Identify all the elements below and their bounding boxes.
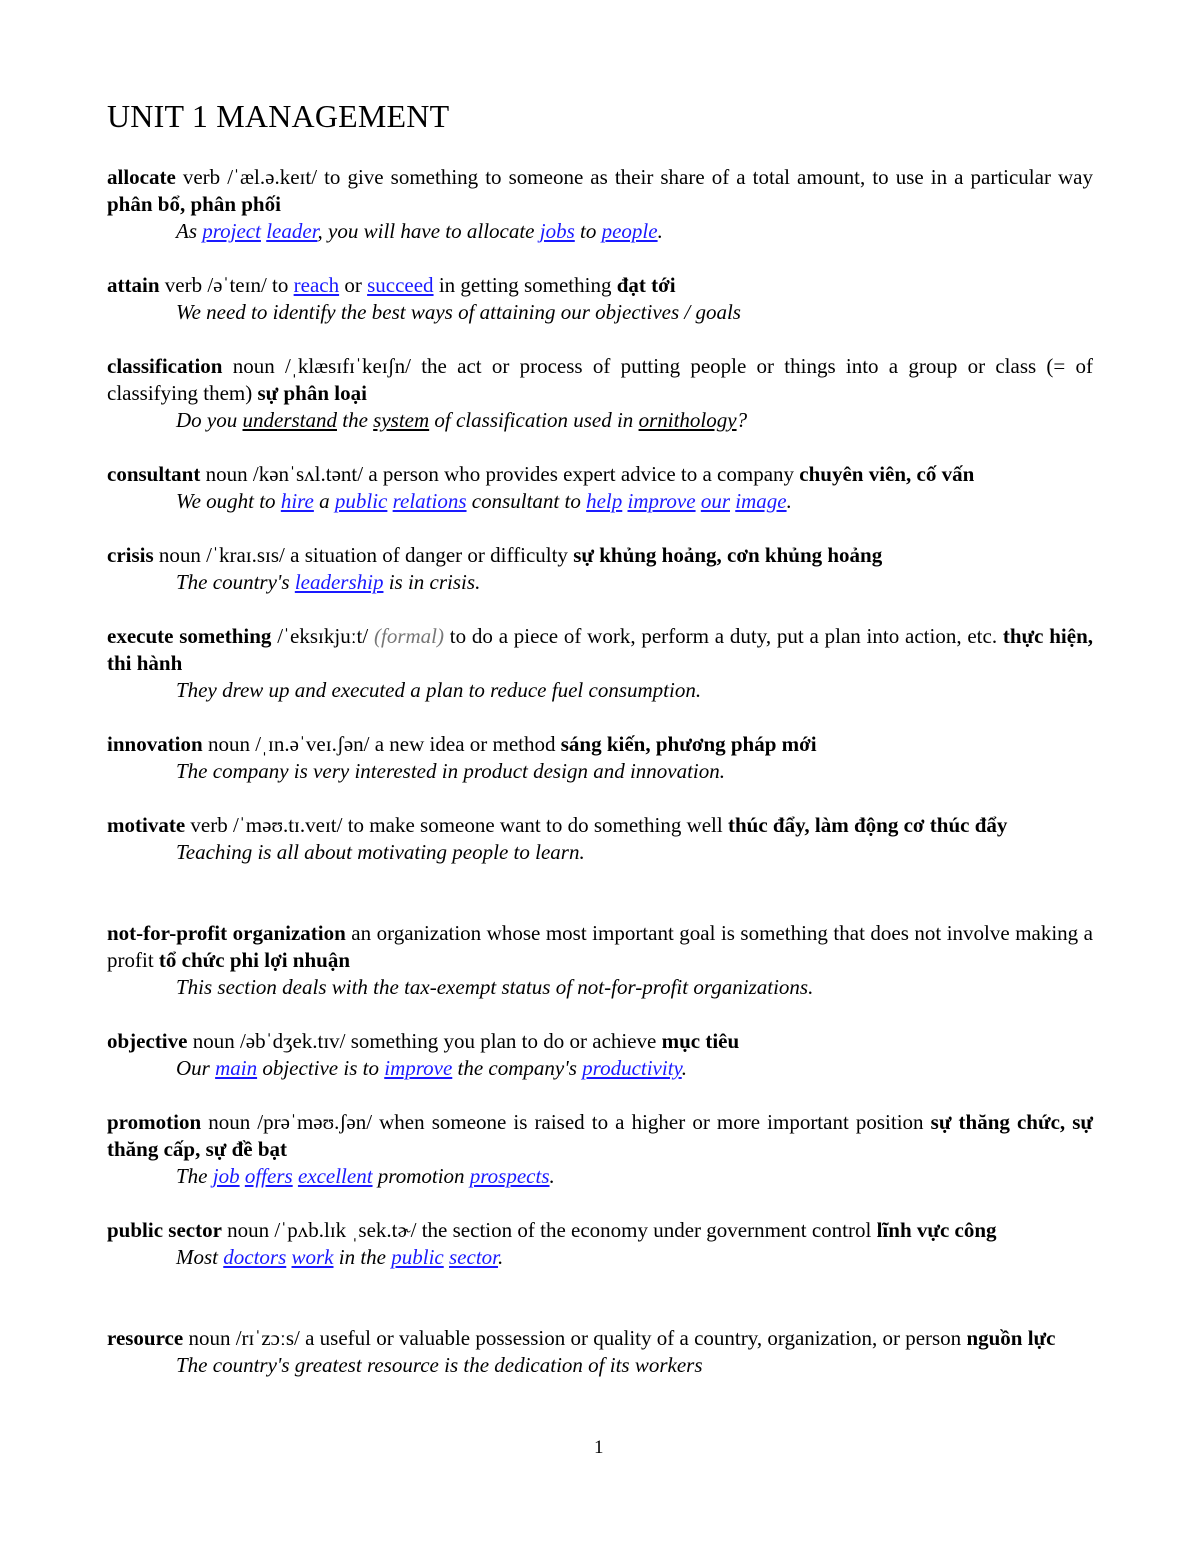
entry-definition bbox=[107, 731, 1093, 758]
vietnamese-translation: sự khủng hoảng, cơn khủng hoảng bbox=[573, 543, 883, 567]
vietnamese-translation: thực hiện, thi hành bbox=[107, 624, 1094, 675]
dictionary-link[interactable]: hire bbox=[280, 489, 314, 513]
dictionary-link[interactable]: image bbox=[735, 489, 787, 513]
dictionary-link[interactable]: leader bbox=[266, 219, 318, 243]
example-sentence bbox=[176, 299, 1093, 326]
definition-text: verb /ˈməʊ.tɪ.veɪt/ to make someone want to do something well bbox=[185, 813, 728, 837]
example-text: in the bbox=[333, 1245, 392, 1269]
dictionary-link[interactable]: improve bbox=[627, 489, 696, 513]
example-text: The country's bbox=[176, 570, 295, 594]
example-sentence bbox=[176, 758, 1093, 785]
dictionary-link[interactable]: excellent bbox=[297, 1164, 373, 1188]
glossary-entry bbox=[107, 731, 1093, 785]
example-text: As bbox=[176, 219, 203, 243]
dictionary-link[interactable]: sector bbox=[449, 1245, 498, 1269]
example-text: We ought to bbox=[176, 489, 281, 513]
glossary-entry bbox=[107, 1109, 1093, 1190]
vietnamese-translation: sự thăng chức, sự thăng cấp, sự đề bạt bbox=[107, 1110, 1093, 1161]
entry-headword: execute something bbox=[107, 624, 272, 648]
definition-text: noun /prəˈməʊ.ʃən/ when someone is raised to a higher or more important position bbox=[201, 1110, 931, 1134]
entry-definition bbox=[107, 353, 1093, 407]
definition-text: noun /əbˈdʒek.tɪv/ something you plan to do or achieve bbox=[187, 1029, 662, 1053]
example-text: ? bbox=[736, 408, 748, 432]
example-text: to bbox=[574, 219, 602, 243]
glossary-entry bbox=[107, 1217, 1093, 1271]
example-text: We need to identify the best ways of attaining our objectives / goals bbox=[176, 300, 741, 324]
example-text: This section deals with the tax-exempt status of not-for-profit organizations. bbox=[176, 975, 814, 999]
glossary-entry bbox=[107, 920, 1093, 1001]
entry-headword: crisis bbox=[107, 543, 154, 567]
entry-definition bbox=[107, 272, 1093, 299]
example-text: understand bbox=[242, 408, 337, 432]
example-text: Do you bbox=[176, 408, 243, 432]
dictionary-link[interactable]: help bbox=[586, 489, 623, 513]
dictionary-link[interactable]: succeed bbox=[367, 273, 434, 297]
definition-text: (formal) bbox=[374, 624, 444, 648]
definition-text: /ˈeksɪkjuːt/ bbox=[271, 624, 374, 648]
example-sentence bbox=[176, 1244, 1093, 1271]
example-sentence bbox=[176, 839, 1093, 866]
entry-definition bbox=[107, 812, 1093, 839]
dictionary-link[interactable]: productivity bbox=[582, 1056, 682, 1080]
example-sentence bbox=[176, 1055, 1093, 1082]
entry-definition bbox=[107, 542, 1093, 569]
definition-text: noun /ˈkraɪ.sɪs/ a situation of danger or difficulty bbox=[153, 543, 574, 567]
entry-headword: objective bbox=[107, 1029, 188, 1053]
page-title: UNIT 1 MANAGEMENT bbox=[107, 98, 450, 134]
definition-text: an organization whose most important goal is something that does not involve making a profit bbox=[107, 921, 1093, 972]
definition-text: to do a piece of work, perform a duty, put a plan into action, etc. bbox=[444, 624, 1003, 648]
entry-definition bbox=[107, 1109, 1093, 1163]
glossary-entry bbox=[107, 812, 1093, 866]
example-text: objective is to bbox=[257, 1056, 385, 1080]
dictionary-link[interactable]: doctors bbox=[223, 1245, 287, 1269]
example-text: The bbox=[176, 1164, 213, 1188]
entry-headword: attain bbox=[107, 273, 160, 297]
definition-text: noun /kənˈsʌl.tənt/ a person who provides expert advice to a company bbox=[200, 462, 800, 486]
example-text: . bbox=[681, 1056, 687, 1080]
dictionary-link[interactable]: work bbox=[291, 1245, 334, 1269]
example-text: ornithology bbox=[638, 408, 737, 432]
entry-headword: allocate bbox=[107, 165, 176, 189]
definition-text: or bbox=[339, 273, 368, 297]
entry-definition bbox=[107, 1217, 1093, 1244]
definition-text: noun /ˌklæsɪfɪˈkeɪʃn/ the act or process of putting people or things into a group or class (= of classifying them) bbox=[107, 354, 1093, 405]
definition-text: in getting something bbox=[433, 273, 617, 297]
entry-headword: motivate bbox=[107, 813, 186, 837]
example-text: system bbox=[373, 408, 430, 432]
glossary-entry bbox=[107, 542, 1093, 596]
dictionary-link[interactable]: main bbox=[215, 1056, 258, 1080]
glossary-entry bbox=[107, 623, 1093, 704]
entry-headword: not-for-profit organization bbox=[107, 921, 346, 945]
example-text: Most bbox=[176, 1245, 224, 1269]
example-text: . bbox=[498, 1245, 504, 1269]
glossary-entry bbox=[107, 1325, 1093, 1379]
dictionary-link[interactable]: relations bbox=[392, 489, 467, 513]
glossary-entry bbox=[107, 164, 1093, 245]
vietnamese-translation: lĩnh vực công bbox=[876, 1218, 997, 1242]
vietnamese-translation: đạt tới bbox=[616, 273, 676, 297]
entry-headword: public sector bbox=[107, 1218, 222, 1242]
dictionary-link[interactable]: our bbox=[700, 489, 730, 513]
glossary-entry bbox=[107, 1028, 1093, 1082]
entry-definition bbox=[107, 1028, 1093, 1055]
example-text: of classification used in bbox=[429, 408, 639, 432]
entry-definition bbox=[107, 623, 1093, 677]
dictionary-link[interactable]: jobs bbox=[539, 219, 575, 243]
dictionary-link[interactable]: offers bbox=[244, 1164, 293, 1188]
example-sentence bbox=[176, 218, 1093, 245]
example-text: . bbox=[657, 219, 663, 243]
entry-definition bbox=[107, 920, 1093, 974]
dictionary-link[interactable]: leadership bbox=[294, 570, 384, 594]
dictionary-link[interactable]: public bbox=[334, 489, 388, 513]
page-number: 1 bbox=[594, 1437, 604, 1458]
entry-definition bbox=[107, 1325, 1093, 1352]
dictionary-link[interactable]: job bbox=[212, 1164, 240, 1188]
definition-text: noun /rɪˈzɔːs/ a useful or valuable possession or quality of a country, organization, or person bbox=[183, 1326, 967, 1350]
example-text: , you will have to allocate bbox=[317, 219, 540, 243]
example-text: Teaching is all about motivating people to learn. bbox=[176, 840, 585, 864]
entry-definition bbox=[107, 164, 1093, 218]
definition-text: noun /ˈpʌb.lɪk ˌsek.tɚ/ the section of the economy under government control bbox=[221, 1218, 877, 1242]
entry-headword: classification bbox=[107, 354, 223, 378]
glossary-entry bbox=[107, 272, 1093, 326]
example-text: a bbox=[313, 489, 335, 513]
dictionary-link[interactable]: people bbox=[601, 219, 658, 243]
vietnamese-translation: thúc đẩy, làm động cơ thúc đẩy bbox=[727, 813, 1008, 837]
vietnamese-translation: sự phân loại bbox=[257, 381, 367, 405]
example-text: is in crisis. bbox=[383, 570, 481, 594]
example-text: the bbox=[337, 408, 374, 432]
example-text: consultant to bbox=[466, 489, 587, 513]
example-text: . bbox=[786, 489, 792, 513]
example-sentence bbox=[176, 407, 1093, 434]
glossary-entry bbox=[107, 461, 1093, 515]
example-sentence bbox=[176, 1352, 1093, 1379]
example-sentence bbox=[176, 677, 1093, 704]
vietnamese-translation: mục tiêu bbox=[661, 1029, 740, 1053]
vietnamese-translation: nguồn lực bbox=[966, 1326, 1056, 1350]
vietnamese-translation: chuyên viên, cố vấn bbox=[799, 462, 975, 486]
entry-headword: resource bbox=[107, 1326, 184, 1350]
example-sentence bbox=[176, 488, 1093, 515]
example-text: Our bbox=[176, 1056, 216, 1080]
entry-headword: consultant bbox=[107, 462, 201, 486]
example-sentence bbox=[176, 1163, 1093, 1190]
entry-definition bbox=[107, 461, 1093, 488]
dictionary-link[interactable]: project bbox=[202, 219, 261, 243]
example-text: the company's bbox=[452, 1056, 583, 1080]
vietnamese-translation: phân bổ, phân phối bbox=[107, 192, 281, 216]
entry-headword: innovation bbox=[107, 732, 203, 756]
entry-headword: promotion bbox=[107, 1110, 202, 1134]
example-text: They drew up and executed a plan to reduce fuel consumption. bbox=[176, 678, 702, 702]
example-sentence bbox=[176, 974, 1093, 1001]
definition-text: verb /ˈæl.ə.keɪt/ to give something to someone as their share of a total amount, to use in a particular way bbox=[175, 165, 1093, 189]
example-sentence bbox=[176, 569, 1093, 596]
definition-text: verb /əˈteɪn/ to bbox=[159, 273, 294, 297]
dictionary-link[interactable]: public bbox=[391, 1245, 444, 1269]
definition-text: noun /ˌɪn.əˈveɪ.ʃən/ a new idea or method bbox=[202, 732, 561, 756]
dictionary-link[interactable]: prospects bbox=[469, 1164, 550, 1188]
example-text: promotion bbox=[372, 1164, 470, 1188]
dictionary-link[interactable]: reach bbox=[293, 273, 340, 297]
vietnamese-translation: tổ chức phi lợi nhuận bbox=[158, 948, 351, 972]
vietnamese-translation: sáng kiến, phương pháp mới bbox=[560, 732, 817, 756]
example-text: . bbox=[549, 1164, 555, 1188]
example-text: The country's greatest resource is the dedication of its workers bbox=[176, 1353, 703, 1377]
dictionary-link[interactable]: improve bbox=[384, 1056, 453, 1080]
glossary-entry bbox=[107, 353, 1093, 434]
example-text: The company is very interested in product design and innovation. bbox=[176, 759, 726, 783]
